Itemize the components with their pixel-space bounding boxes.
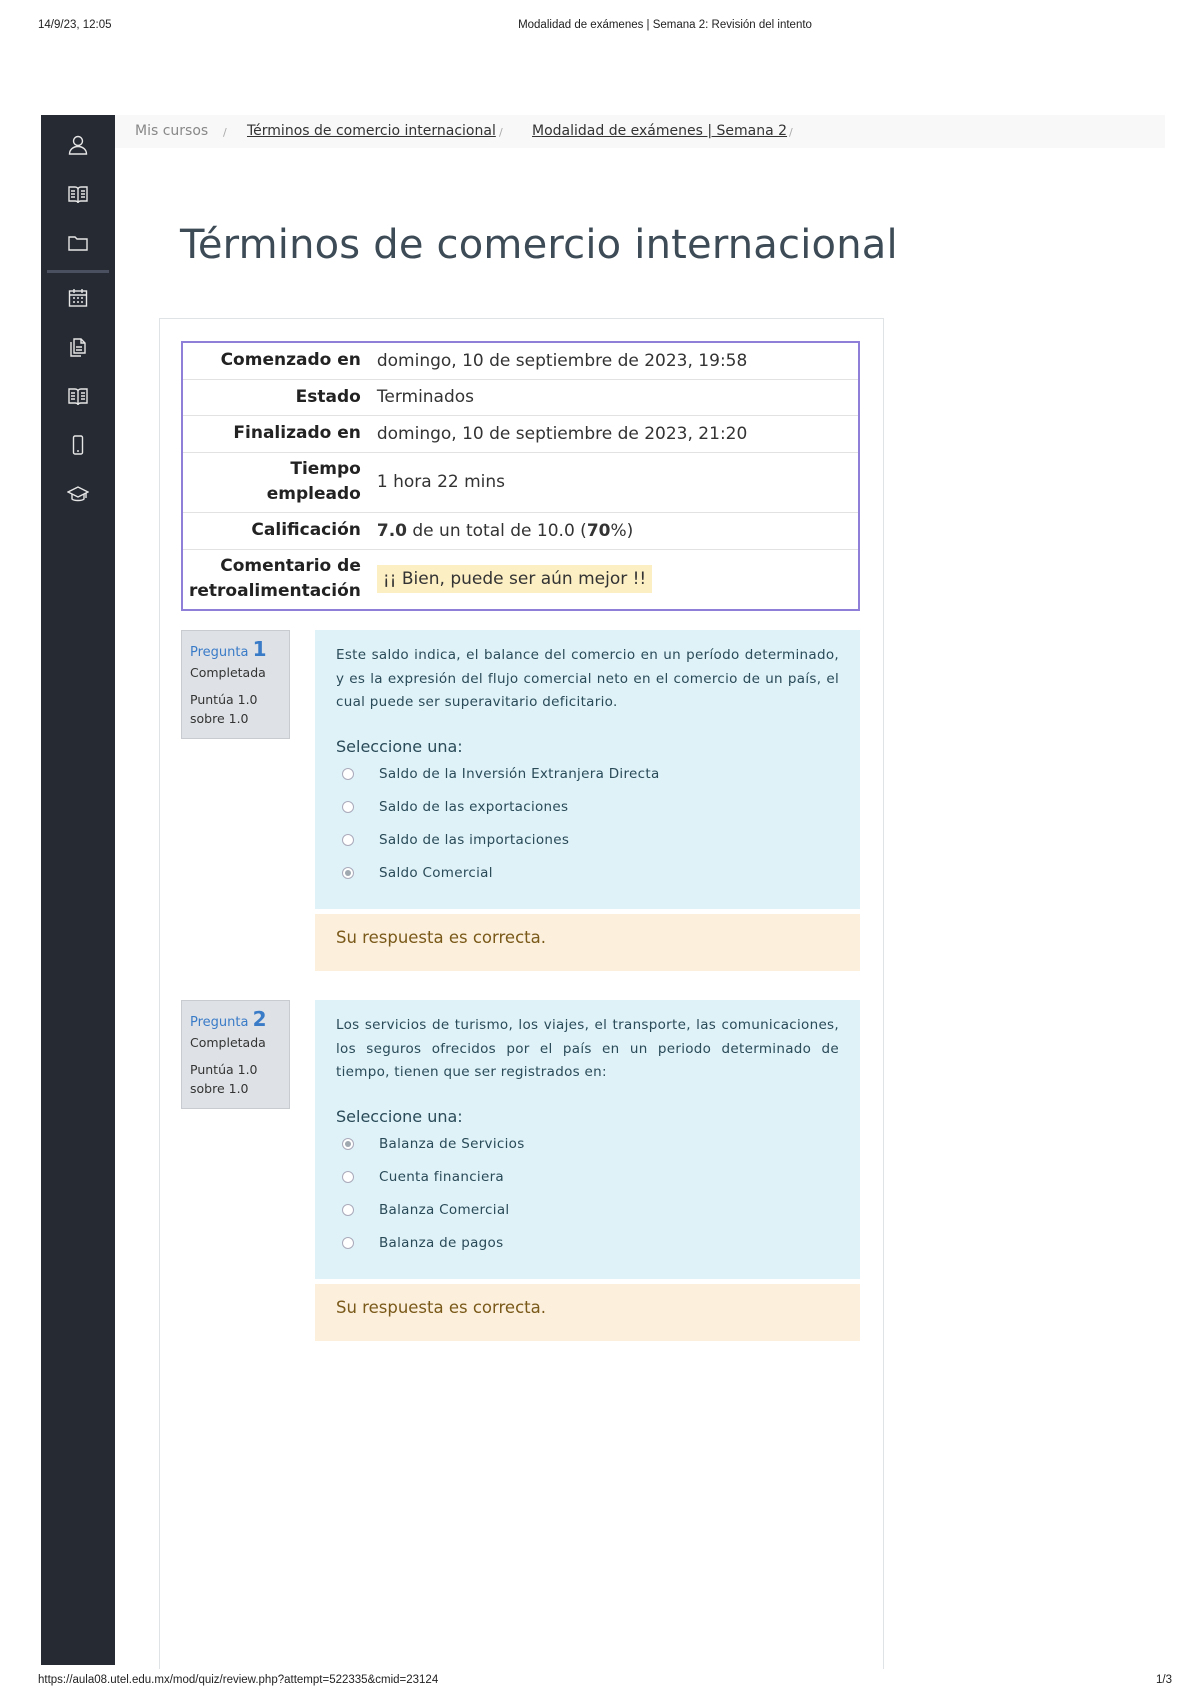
answer-options <box>336 766 839 898</box>
breadcrumb-separator: / <box>499 126 503 139</box>
state-value: Terminados <box>371 379 858 415</box>
breadcrumb-separator: / <box>789 126 793 139</box>
feedback-value: ¡¡ Bien, puede ser aún mejor !! <box>377 565 652 593</box>
feedback-label-line1: Comentario de <box>220 556 361 577</box>
print-page-number: 1/3 <box>1156 1674 1172 1686</box>
breadcrumb-home[interactable]: Mis cursos <box>135 123 209 139</box>
summary-row-time <box>183 452 858 512</box>
attempt-summary <box>181 341 860 611</box>
files-icon[interactable] <box>62 331 94 363</box>
grade-label: Calificación <box>183 512 371 549</box>
radio-button[interactable] <box>342 834 354 846</box>
answer-option-label: Saldo de las exportaciones <box>379 798 569 815</box>
answer-option-label: Saldo de las importaciones <box>379 831 570 848</box>
question-number-value: 2 <box>252 1007 267 1031</box>
question-formulation <box>315 1000 860 1279</box>
answer-option-label: Balanza de Servicios <box>379 1135 525 1152</box>
summary-row-grade <box>183 512 858 549</box>
attempt-summary-table <box>183 343 858 609</box>
question-prefix: Pregunta <box>190 1015 249 1030</box>
question-number <box>190 1007 281 1031</box>
state-label: Estado <box>183 379 371 415</box>
question-grade-line2: sobre 1.0 <box>190 711 249 726</box>
book-icon[interactable] <box>62 178 94 210</box>
finished-value: domingo, 10 de septiembre de 2023, 21:20 <box>371 415 858 452</box>
question-grade <box>190 690 281 728</box>
grade-percent: 70 <box>586 520 611 541</box>
question-info <box>181 1000 290 1109</box>
question-info <box>181 630 290 739</box>
time-label-line2: empleado <box>266 484 361 504</box>
breadcrumb-quiz-link[interactable]: Modalidad de exámenes | Semana 2 <box>532 123 788 139</box>
user-icon[interactable] <box>62 129 94 161</box>
answer-option[interactable] <box>336 832 839 865</box>
answer-option[interactable] <box>336 766 839 799</box>
breadcrumb <box>115 115 1165 148</box>
question-grade <box>190 1060 281 1098</box>
time-label <box>183 452 371 512</box>
radio-button[interactable] <box>342 1237 354 1249</box>
answer-option-label: Balanza Comercial <box>379 1201 510 1218</box>
answer-option-label: Saldo Comercial <box>379 864 493 881</box>
breadcrumb-course-link[interactable]: Términos de comercio internacional <box>247 123 496 139</box>
time-label-line1: Tiempo <box>290 459 361 479</box>
summary-row-state <box>183 379 858 415</box>
mobile-icon[interactable] <box>62 429 94 461</box>
radio-button[interactable] <box>342 801 354 813</box>
finished-label: Finalizado en <box>183 415 371 452</box>
question-outcome: Su respuesta es correcta. <box>315 1284 860 1341</box>
answer-option[interactable] <box>336 799 839 832</box>
breadcrumb-separator: / <box>223 126 227 139</box>
radio-button[interactable] <box>342 768 354 780</box>
answer-option-label: Saldo de la Inversión Extranjera Directa <box>379 765 660 782</box>
grade-total: de un total de 10.0 ( <box>406 520 587 541</box>
answer-options <box>336 1136 839 1268</box>
feedback-label <box>183 549 371 609</box>
question-prompt: Seleccione una: <box>336 736 463 756</box>
question-text: Los servicios de turismo, los viajes, el transporte, las comunicaciones, los seguros ofrecidos por el país en un periodo determinado de tiempo, tienen que ser registrados en: <box>336 1017 839 1080</box>
print-datetime: 14/9/23, 12:05 <box>38 19 112 31</box>
radio-button-selected[interactable] <box>342 1138 354 1150</box>
folder-icon[interactable] <box>62 227 94 259</box>
question-prompt: Seleccione una: <box>336 1106 463 1126</box>
answer-option[interactable] <box>336 1202 839 1235</box>
answer-option[interactable] <box>336 1136 839 1169</box>
print-title: Modalidad de exámenes | Semana 2: Revisión del intento <box>518 19 812 31</box>
graduation-cap-icon[interactable] <box>62 478 94 510</box>
grade-value <box>371 512 858 549</box>
page-title: Términos de comercio internacional <box>180 222 898 268</box>
question-grade-line1: Puntúa 1.0 <box>190 1062 258 1077</box>
book-icon[interactable] <box>62 380 94 412</box>
answer-option[interactable] <box>336 865 839 898</box>
answer-option-label: Cuenta financiera <box>379 1168 504 1185</box>
radio-button[interactable] <box>342 1204 354 1216</box>
question-state: Completada <box>190 1035 266 1050</box>
grade-score: 7.0 <box>376 520 407 541</box>
question-state: Completada <box>190 665 266 680</box>
question-text: Este saldo indica, el balance del comercio en un período determinado, y es la expresión del flujo comercial neto en el comercio de un país, el cual puede ser superavitario deficitario. <box>336 647 839 710</box>
feedback-cell <box>371 549 858 609</box>
radio-button-selected[interactable] <box>342 867 354 879</box>
feedback-label-line2: retroalimentación <box>189 581 361 602</box>
question-outcome: Su respuesta es correcta. <box>315 914 860 971</box>
sidebar-nav <box>41 115 115 1665</box>
time-value: 1 hora 22 mins <box>371 452 858 512</box>
sidebar-divider <box>47 270 109 273</box>
question-formulation <box>315 630 860 909</box>
question-prefix: Pregunta <box>190 645 249 660</box>
question-grade-line1: Puntúa 1.0 <box>190 692 258 707</box>
question-grade-line2: sobre 1.0 <box>190 1081 249 1096</box>
started-value: domingo, 10 de septiembre de 2023, 19:58 <box>376 350 748 371</box>
question-number-value: 1 <box>252 637 267 661</box>
print-url: https://aula08.utel.edu.mx/mod/quiz/review.php?attempt=522335&cmid=23124 <box>38 1674 439 1686</box>
grade-percent-sign: %) <box>610 520 634 541</box>
answer-option-label: Balanza de pagos <box>379 1234 504 1251</box>
radio-button[interactable] <box>342 1171 354 1183</box>
calendar-icon[interactable] <box>62 282 94 314</box>
summary-row-finished <box>183 415 858 452</box>
summary-row-started <box>183 343 858 379</box>
started-label: Comenzado en <box>220 350 361 371</box>
summary-row-feedback <box>183 549 858 609</box>
question-number <box>190 637 281 661</box>
answer-option[interactable] <box>336 1169 839 1202</box>
answer-option[interactable] <box>336 1235 839 1268</box>
